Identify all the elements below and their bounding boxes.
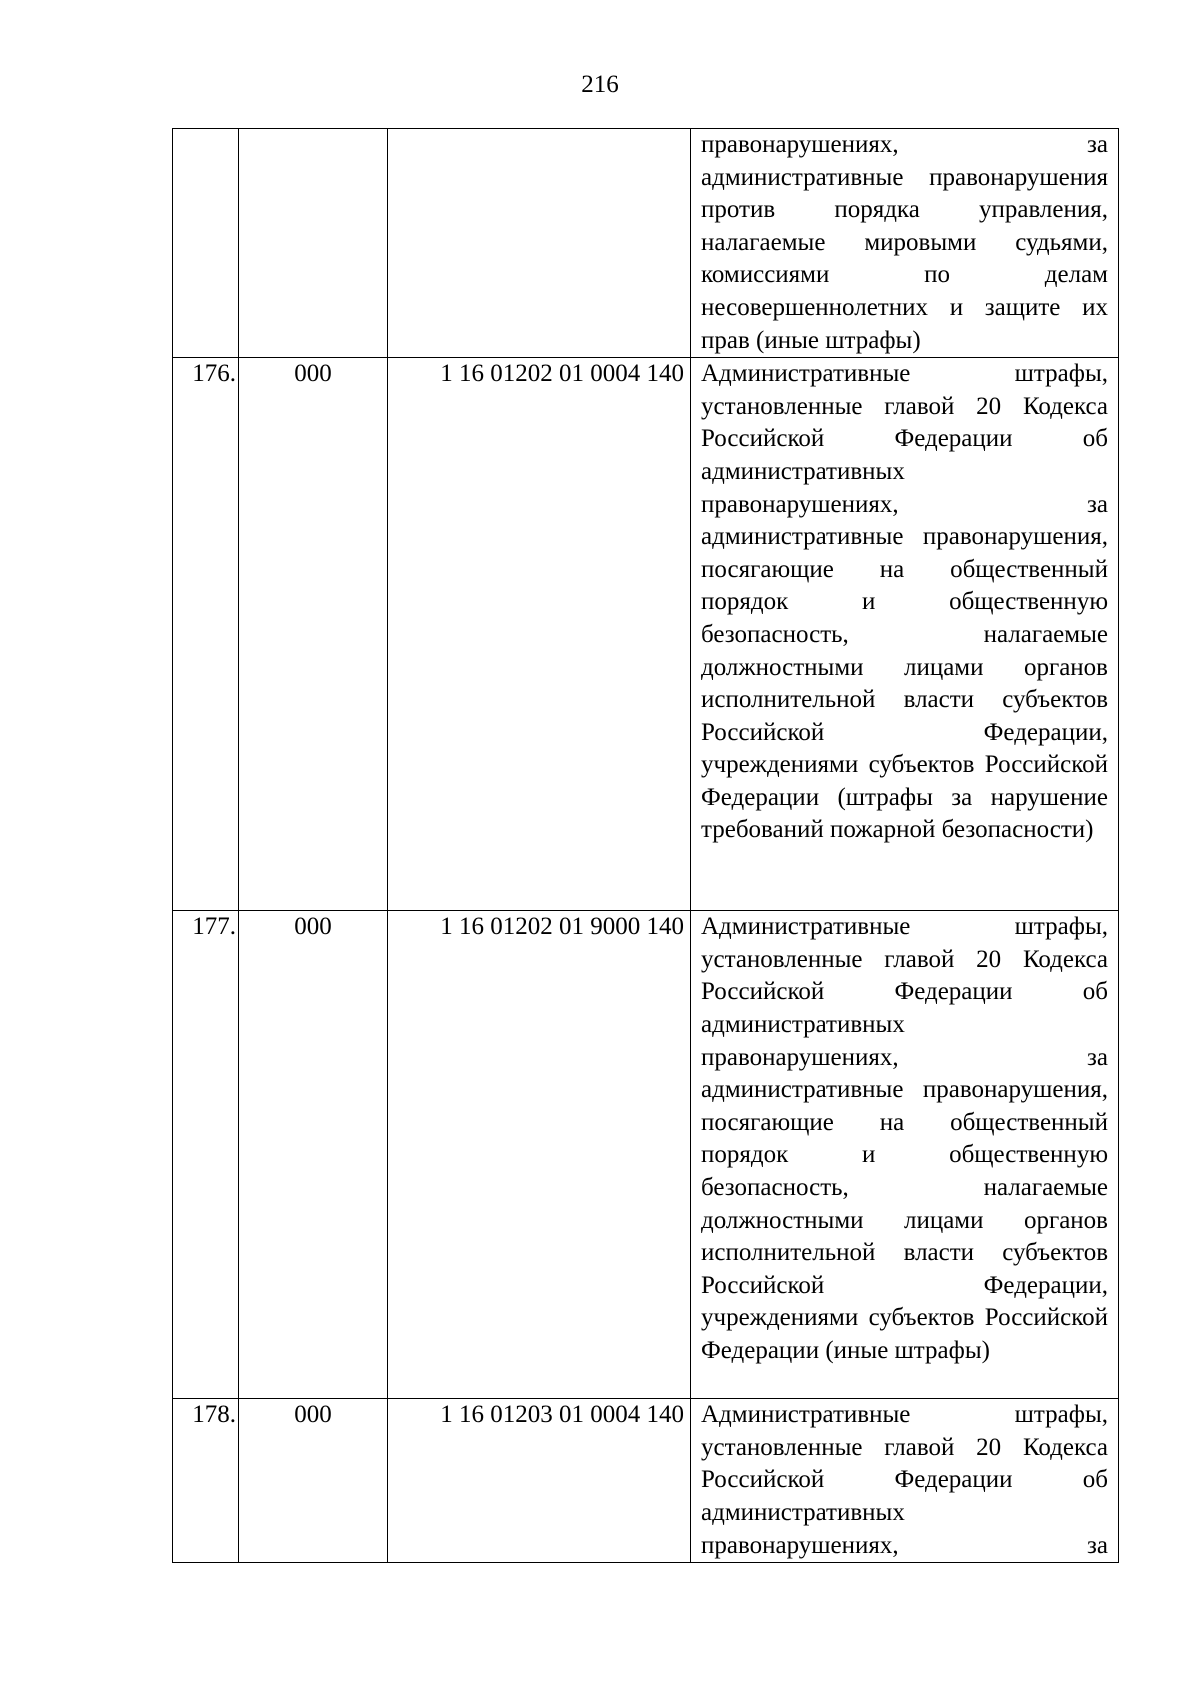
table-row [173, 358, 1119, 911]
page-number: 216 [581, 71, 619, 98]
description-text: Административные штрафы, установленные главой 20 Кодекса Российской Федерации об административных правонарушениях, за административные правонарушения, посягающие на общественный порядок и общественную безопасность, налагаемые должностными лицами органов исполнительной власти субъектов Российской Федерации, учреждениями субъектов Российской Федерации (штрафы за нарушение требований пожарной безопасности) [701, 360, 1108, 844]
description-text: правонарушениях, за административные правонарушения против порядка управления, налагаемые мировыми судьями, комиссиями по делам несовершеннолетних и защите их прав (иные штрафы) [701, 131, 1108, 354]
row-number-cell: 177. [173, 911, 239, 1399]
description-cell [691, 129, 1119, 358]
budget-code-cell: 1 16 01202 01 0004 140 [388, 358, 691, 911]
description-cell [691, 1399, 1119, 1563]
table-row [173, 911, 1119, 1399]
admin-code-cell: 000 [239, 358, 388, 911]
revenue-codes-table [172, 128, 1119, 1563]
budget-code-cell [388, 129, 691, 358]
description-text: Административные штрафы, установленные главой 20 Кодекса Российской Федерации об административных правонарушениях, за административные правонарушения, посягающие на общественный порядок и общественную безопасность, налагаемые должностными лицами органов исполнительной власти субъектов Российской Федерации, учреждениями субъектов Российской Федерации (иные штрафы) [701, 913, 1108, 1364]
row-number-cell: 176. [173, 358, 239, 911]
table-row [173, 1399, 1119, 1563]
row-number-cell [173, 129, 239, 358]
row-number-cell: 178. [173, 1399, 239, 1563]
description-cell [691, 358, 1119, 911]
budget-code-cell: 1 16 01202 01 9000 140 [388, 911, 691, 1399]
admin-code-cell: 000 [239, 1399, 388, 1563]
description-cell [691, 911, 1119, 1399]
budget-code-cell: 1 16 01203 01 0004 140 [388, 1399, 691, 1563]
table-row [173, 129, 1119, 358]
description-text: Административные штрафы, установленные главой 20 Кодекса Российской Федерации об административных правонарушениях, за [701, 1401, 1108, 1559]
admin-code-cell [239, 129, 388, 358]
admin-code-cell: 000 [239, 911, 388, 1399]
